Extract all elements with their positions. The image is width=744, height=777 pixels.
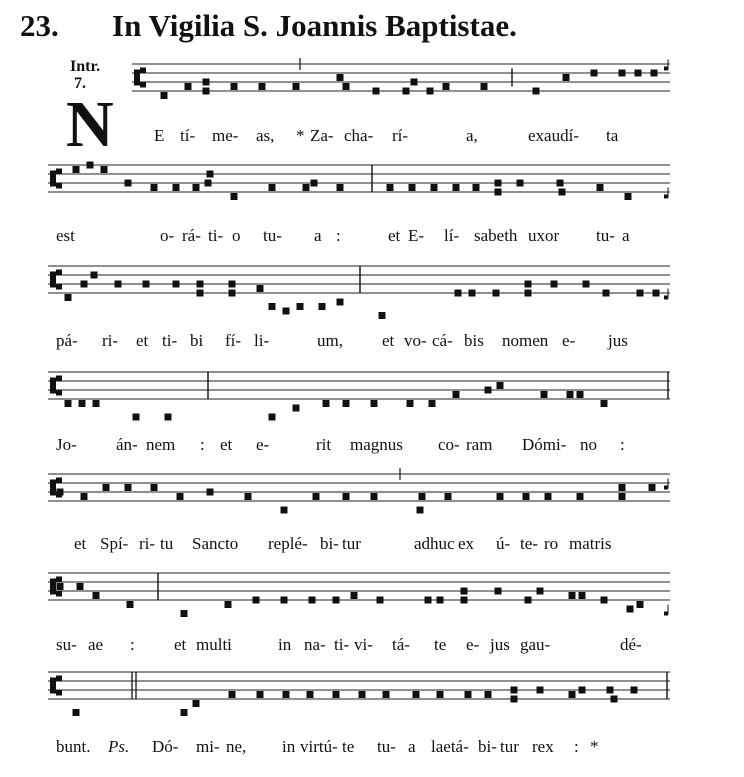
neume-note	[563, 74, 570, 81]
custos	[664, 486, 668, 490]
neume-note	[309, 597, 316, 604]
neume-note	[207, 171, 214, 178]
neume-note	[151, 484, 158, 491]
neume-note	[461, 588, 468, 595]
neume-note	[461, 597, 468, 604]
lyric-syllable: :	[200, 435, 205, 454]
lyric-syllable: Sancto	[192, 534, 239, 553]
lyric-syllable: tu-	[263, 226, 282, 245]
neume-note	[231, 193, 238, 200]
neume-note	[443, 83, 450, 90]
lyric-syllable: *	[590, 737, 599, 756]
neume-note	[245, 493, 252, 500]
lyric-syllable: vi-	[354, 635, 373, 654]
lyric-syllable: e-	[256, 435, 270, 454]
neume-note	[57, 489, 64, 496]
lyric-syllable: bunt.	[56, 737, 91, 756]
lyric-syllable: te	[342, 737, 355, 756]
c-clef-icon	[56, 284, 62, 290]
neume-note	[579, 592, 586, 599]
lyric-syllable: virtú-	[300, 737, 338, 756]
lyric-syllable: sabeth	[474, 226, 518, 245]
c-clef-icon	[56, 183, 62, 189]
neume-note	[611, 696, 618, 703]
neume-note	[65, 294, 72, 301]
lyric-syllable: a,	[466, 126, 478, 145]
lyric-syllable: magnus	[350, 435, 403, 454]
custos	[664, 612, 668, 616]
neume-note	[203, 88, 210, 95]
neume-note	[637, 290, 644, 297]
c-clef-icon	[140, 68, 146, 74]
neume-note	[311, 180, 318, 187]
lyric-syllable: ne,	[226, 737, 247, 756]
neume-note	[577, 493, 584, 500]
neume-note	[445, 493, 452, 500]
neume-note	[293, 405, 300, 412]
lyric-syllable: no	[580, 435, 597, 454]
c-clef-icon	[56, 376, 62, 382]
lyric-syllable: rá-	[182, 226, 201, 245]
c-clef-icon	[50, 480, 56, 496]
lyric-syllable: bi-	[320, 534, 339, 553]
neume-note	[465, 691, 472, 698]
neume-note	[269, 414, 276, 421]
lyric-syllable: ro	[544, 534, 559, 553]
lyric-syllable: et	[388, 226, 401, 245]
neume-note	[559, 189, 566, 196]
neume-note	[495, 180, 502, 187]
neume-note	[577, 391, 584, 398]
neume-note	[203, 79, 210, 86]
neume-note	[229, 691, 236, 698]
lyric-syllable: mi-	[196, 737, 220, 756]
neume-note	[283, 308, 290, 315]
neume-note	[205, 180, 212, 187]
neume-note	[525, 290, 532, 297]
neume-note	[523, 493, 530, 500]
neume-note	[497, 493, 504, 500]
lyric-syllable: :	[336, 226, 341, 245]
neume-note	[343, 400, 350, 407]
lyric-syllable: ram	[466, 435, 493, 454]
lyric-syllable: jus	[608, 331, 628, 350]
neume-note	[143, 281, 150, 288]
neume-note	[485, 691, 492, 698]
neume-note	[379, 312, 386, 319]
neume-note	[269, 184, 276, 191]
neume-note	[387, 184, 394, 191]
lyric-syllable: as,	[256, 126, 275, 145]
initial-letter: N	[66, 88, 114, 161]
neume-note	[197, 290, 204, 297]
c-clef-icon	[56, 390, 62, 396]
lyric-syllable: jus	[490, 635, 510, 654]
lyric-syllable: Dómi-	[522, 435, 567, 454]
neume-note	[557, 180, 564, 187]
neume-note	[127, 601, 134, 608]
c-clef-icon	[56, 591, 62, 597]
neume-note	[87, 162, 94, 169]
neume-note	[281, 507, 288, 514]
lyric-syllable: ri-	[139, 534, 156, 553]
lyric-syllable: me-	[212, 126, 239, 145]
c-clef-icon	[50, 678, 56, 694]
neume-note	[73, 166, 80, 173]
neume-note	[493, 290, 500, 297]
neume-note	[481, 83, 488, 90]
lyric-syllable: bis	[464, 331, 484, 350]
lyric-syllable: lí-	[444, 226, 460, 245]
neume-note	[533, 88, 540, 95]
neume-note	[337, 74, 344, 81]
lyric-syllable: gau-	[520, 635, 551, 654]
neume-note	[161, 92, 168, 99]
lyric-syllable: ri-	[102, 331, 119, 350]
lyric-syllable: rí-	[392, 126, 409, 145]
lyric-syllable: e-	[562, 331, 576, 350]
lyric-syllable: *	[296, 126, 305, 145]
neume-note	[293, 83, 300, 90]
neume-note	[469, 290, 476, 297]
neume-note	[411, 79, 418, 86]
neume-note	[207, 489, 214, 496]
c-clef-icon	[56, 478, 62, 484]
lyric-syllable: et	[382, 331, 395, 350]
neume-note	[173, 184, 180, 191]
neume-note	[485, 387, 492, 394]
lyric-syllable: laetá-	[431, 737, 469, 756]
lyric-syllable: rex	[532, 737, 554, 756]
neume-note	[511, 696, 518, 703]
lyric-syllable: cá-	[432, 331, 453, 350]
lyric-syllable: te	[434, 635, 447, 654]
neume-note	[79, 400, 86, 407]
neume-note	[115, 281, 122, 288]
neume-note	[181, 610, 188, 617]
lyric-syllable: Ps.	[108, 737, 130, 756]
neume-note	[281, 597, 288, 604]
lyric-syllable: ti-	[208, 226, 224, 245]
neume-note	[303, 184, 310, 191]
neume-note	[455, 290, 462, 297]
neume-note	[497, 382, 504, 389]
neume-note	[93, 592, 100, 599]
neume-note	[333, 597, 340, 604]
neume-note	[371, 493, 378, 500]
neume-note	[569, 691, 576, 698]
neume-note	[337, 299, 344, 306]
neume-note	[637, 601, 644, 608]
neume-note	[597, 184, 604, 191]
lyric-syllable: tu-	[377, 737, 396, 756]
c-clef-icon	[50, 378, 56, 394]
lyric-syllable: bi-	[478, 737, 497, 756]
neume-note	[453, 391, 460, 398]
neume-note	[343, 83, 350, 90]
neume-note	[319, 303, 326, 310]
lyric-syllable: adhuc	[414, 534, 455, 553]
lyric-syllable: ae	[88, 635, 104, 654]
neume-note	[125, 180, 132, 187]
neume-note	[383, 691, 390, 698]
neume-note	[77, 583, 84, 590]
neume-note	[495, 189, 502, 196]
neume-note	[537, 588, 544, 595]
lyric-syllable: ti-	[334, 635, 350, 654]
lyric-syllable: ta	[606, 126, 619, 145]
lyric-syllable: tí-	[180, 126, 196, 145]
neume-note	[93, 400, 100, 407]
neume-note	[403, 88, 410, 95]
neume-note	[197, 281, 204, 288]
lyric-syllable: est	[56, 226, 75, 245]
neume-note	[631, 687, 638, 694]
neume-note	[181, 709, 188, 716]
custos	[664, 195, 668, 199]
lyric-syllable: in	[282, 737, 296, 756]
neume-note	[619, 70, 626, 77]
neume-note	[525, 281, 532, 288]
c-clef-icon	[56, 270, 62, 276]
lyric-syllable: Dó-	[152, 737, 179, 756]
custos	[664, 67, 668, 71]
lyric-syllable: tu	[160, 534, 174, 553]
lyric-syllable: li-	[254, 331, 270, 350]
lyric-syllable: :	[620, 435, 625, 454]
neume-note	[525, 597, 532, 604]
neume-note	[409, 184, 416, 191]
neume-note	[607, 687, 614, 694]
lyric-syllable: :	[130, 635, 135, 654]
neume-note	[419, 493, 426, 500]
lyric-syllable: Za-	[310, 126, 334, 145]
neume-note	[601, 597, 608, 604]
neume-note	[653, 290, 660, 297]
c-clef-icon	[56, 577, 62, 583]
neume-note	[495, 588, 502, 595]
neume-note	[351, 592, 358, 599]
lyric-syllable: ex	[458, 534, 475, 553]
neume-note	[601, 400, 608, 407]
neume-note	[541, 391, 548, 398]
c-clef-icon	[134, 70, 140, 86]
lyric-syllable: su-	[56, 635, 77, 654]
c-clef-icon	[50, 579, 56, 595]
neume-note	[337, 184, 344, 191]
lyric-syllable: matris	[569, 534, 612, 553]
neume-note	[583, 281, 590, 288]
neume-note	[625, 193, 632, 200]
neume-note	[257, 691, 264, 698]
lyric-syllable: Spí-	[100, 534, 129, 553]
lyric-syllable: na-	[304, 635, 326, 654]
lyric-syllable: rit	[316, 435, 332, 454]
neume-note	[165, 414, 172, 421]
neume-note	[193, 184, 200, 191]
lyric-syllable: E-	[408, 226, 425, 245]
neume-note	[437, 691, 444, 698]
neume-note	[81, 281, 88, 288]
neume-note	[413, 691, 420, 698]
neume-note	[229, 290, 236, 297]
c-clef-icon	[56, 169, 62, 175]
lyric-syllable: exaudí-	[528, 126, 579, 145]
lyric-syllable: án-	[116, 435, 138, 454]
neume-note	[73, 709, 80, 716]
neume-note	[437, 597, 444, 604]
lyric-syllable: et	[74, 534, 87, 553]
neume-note	[649, 484, 656, 491]
neume-note	[125, 484, 132, 491]
neume-note	[133, 414, 140, 421]
neume-note	[591, 70, 598, 77]
lyric-syllable: nem	[146, 435, 176, 454]
lyric-syllable: bi	[190, 331, 204, 350]
neume-note	[431, 184, 438, 191]
lyric-syllable: o	[232, 226, 241, 245]
neume-note	[537, 687, 544, 694]
lyric-syllable: cha-	[344, 126, 374, 145]
neume-note	[225, 601, 232, 608]
lyric-syllable: a	[314, 226, 322, 245]
neume-note	[269, 303, 276, 310]
lyric-syllable: in	[278, 635, 292, 654]
lyric-syllable: nomen	[502, 331, 549, 350]
neume-note	[417, 507, 424, 514]
neume-note	[569, 592, 576, 599]
lyric-syllable: dé-	[620, 635, 642, 654]
mode-number: 7.	[74, 75, 86, 92]
genre-label: Intr.	[70, 58, 101, 75]
neume-note	[429, 400, 436, 407]
neume-note	[185, 83, 192, 90]
lyric-syllable: et	[174, 635, 187, 654]
lyric-syllable: e-	[466, 635, 480, 654]
lyric-syllable: fí-	[225, 331, 242, 350]
neume-note	[371, 400, 378, 407]
lyric-syllable: um,	[317, 331, 343, 350]
neume-note	[603, 290, 610, 297]
neume-note	[297, 303, 304, 310]
lyric-syllable: tur	[342, 534, 361, 553]
neume-note	[567, 391, 574, 398]
neume-note	[619, 493, 626, 500]
neume-note	[427, 88, 434, 95]
neume-note	[65, 400, 72, 407]
neume-note	[257, 285, 264, 292]
lyric-syllable: et	[220, 435, 233, 454]
lyric-syllable: vo-	[404, 331, 427, 350]
lyric-syllable: multi	[196, 635, 232, 654]
neume-note	[373, 88, 380, 95]
lyric-syllable: tá-	[392, 635, 410, 654]
neume-note	[545, 493, 552, 500]
lyric-syllable: pá-	[56, 331, 78, 350]
c-clef-icon	[56, 676, 62, 682]
lyric-syllable: uxor	[528, 226, 560, 245]
chant-name: In Vigilia S. Joannis Baptistae.	[112, 8, 517, 43]
neume-note	[635, 70, 642, 77]
neume-note	[551, 281, 558, 288]
lyric-syllable: ú-	[496, 534, 511, 553]
lyric-syllable: o-	[160, 226, 175, 245]
lyric-syllable: a	[408, 737, 416, 756]
chant-number: 23.	[20, 8, 59, 43]
lyric-syllable: E	[154, 126, 165, 145]
neume-note	[517, 180, 524, 187]
lyric-syllable: :	[574, 737, 579, 756]
lyric-syllable: Jo-	[56, 435, 77, 454]
c-clef-icon	[140, 82, 146, 88]
neume-note	[101, 166, 108, 173]
c-clef-icon	[50, 171, 56, 187]
c-clef-icon	[56, 690, 62, 696]
lyric-syllable: et	[136, 331, 149, 350]
lyric-syllable: tur	[500, 737, 519, 756]
neume-note	[425, 597, 432, 604]
neume-note	[333, 691, 340, 698]
lyric-syllable: ti-	[162, 331, 178, 350]
lyric-syllable: replé-	[268, 534, 308, 553]
lyric-syllable: tu-	[596, 226, 615, 245]
lyric-syllable: te-	[520, 534, 538, 553]
neume-note	[511, 687, 518, 694]
custos	[664, 296, 668, 300]
neume-note	[323, 400, 330, 407]
neume-note	[579, 687, 586, 694]
neume-note	[253, 597, 260, 604]
lyric-syllable: co-	[438, 435, 460, 454]
neume-note	[651, 70, 658, 77]
neume-note	[151, 184, 158, 191]
neume-note	[91, 272, 98, 279]
neume-note	[377, 597, 384, 604]
neume-note	[193, 700, 200, 707]
neume-note	[307, 691, 314, 698]
neume-note	[229, 281, 236, 288]
neume-note	[57, 583, 64, 590]
neume-note	[313, 493, 320, 500]
neume-note	[343, 493, 350, 500]
neume-note	[283, 691, 290, 698]
neume-note	[173, 281, 180, 288]
neume-note	[103, 484, 110, 491]
neume-note	[231, 83, 238, 90]
neume-note	[259, 83, 266, 90]
neume-note	[453, 184, 460, 191]
neume-note	[81, 493, 88, 500]
neume-note	[177, 493, 184, 500]
neume-note	[473, 184, 480, 191]
neume-note	[407, 400, 414, 407]
neume-note	[359, 691, 366, 698]
neume-note	[619, 484, 626, 491]
neume-note	[627, 606, 634, 613]
lyric-syllable: a	[622, 226, 630, 245]
c-clef-icon	[50, 272, 56, 288]
